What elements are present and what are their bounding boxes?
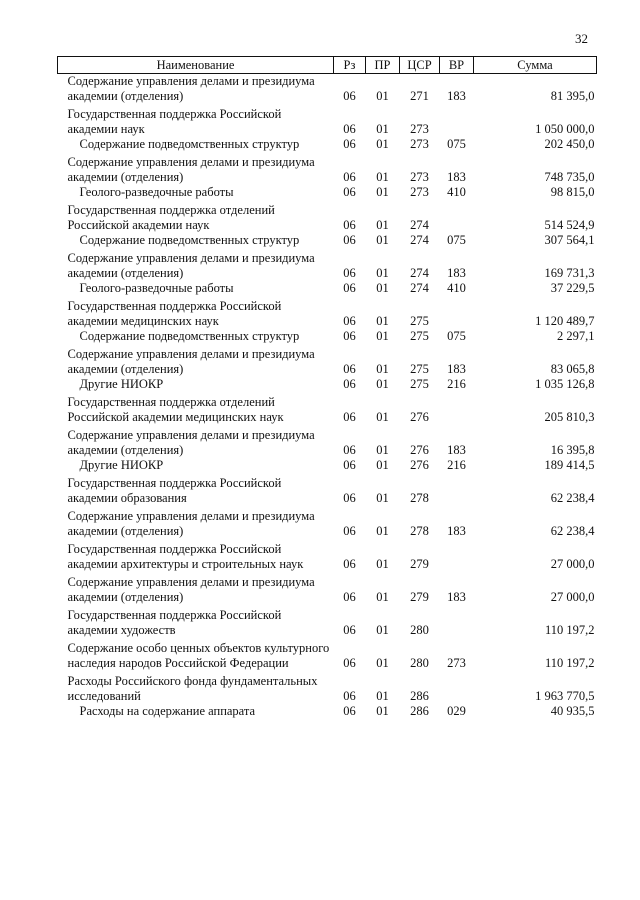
row-csr: 273 <box>410 170 429 184</box>
row-vr: 075 <box>447 137 466 151</box>
table-row <box>58 458 597 473</box>
header-vr: ВР <box>440 57 474 74</box>
row-vr <box>440 296 474 329</box>
row-csr: 275 <box>410 314 429 328</box>
row-csr: 274 <box>410 281 429 295</box>
table-row <box>58 233 597 248</box>
row-pr: 01 <box>376 623 389 637</box>
row-csr: 273 <box>410 185 429 199</box>
row-csr: 279 <box>410 590 429 604</box>
row-name: Содержание подведомственных структур <box>79 329 300 343</box>
row-sum: 81 395,0 <box>550 89 595 103</box>
header-csr: ЦСР <box>400 57 440 74</box>
table-row <box>58 671 597 704</box>
row-name: Геолого-разведочные работы <box>79 281 234 295</box>
row-rz: 06 <box>343 377 356 391</box>
row-sum: 189 414,5 <box>544 458 595 472</box>
row-name: Геолого-разведочные работы <box>79 185 234 199</box>
table-header <box>58 57 597 74</box>
row-pr: 01 <box>376 443 389 457</box>
row-csr: 280 <box>410 623 429 637</box>
row-rz: 06 <box>343 185 356 199</box>
row-vr: 183 <box>447 524 466 538</box>
row-rz: 06 <box>343 89 356 103</box>
budget-table <box>57 56 597 719</box>
row-rz: 06 <box>343 689 356 703</box>
table-row <box>58 473 597 506</box>
row-pr: 01 <box>376 137 389 151</box>
row-pr: 01 <box>376 704 389 718</box>
table-row <box>58 185 597 200</box>
table-row <box>58 572 597 605</box>
row-vr: 216 <box>447 377 466 391</box>
row-pr: 01 <box>376 410 389 424</box>
table-row <box>58 377 597 392</box>
table-row <box>58 104 597 137</box>
row-csr: 276 <box>410 458 429 472</box>
row-name: Содержание особо ценных объектов культурного наследия народов Российской Федерации <box>67 641 330 670</box>
row-rz: 06 <box>343 656 356 670</box>
row-pr: 01 <box>376 590 389 604</box>
table-row <box>58 539 597 572</box>
row-csr: 271 <box>410 89 429 103</box>
table-row <box>58 425 597 458</box>
row-rz: 06 <box>343 122 356 136</box>
row-vr: 183 <box>447 266 466 280</box>
row-name: Содержание управления делами и президиума академии (отделения) <box>67 155 315 184</box>
table-row <box>58 329 597 344</box>
row-rz: 06 <box>343 623 356 637</box>
row-vr: 410 <box>447 185 466 199</box>
table-row <box>58 638 597 671</box>
row-vr: 075 <box>447 233 466 247</box>
row-vr: 029 <box>447 704 466 718</box>
row-pr: 01 <box>376 491 389 505</box>
table-row <box>58 392 597 425</box>
header-rz: Рз <box>334 57 366 74</box>
row-sum: 37 229,5 <box>550 281 595 295</box>
table-row <box>58 137 597 152</box>
row-csr: 276 <box>410 410 429 424</box>
row-csr: 280 <box>410 656 429 670</box>
row-name: Другие НИОКР <box>79 458 164 472</box>
header-pr: ПР <box>366 57 400 74</box>
row-vr <box>440 473 474 506</box>
row-rz: 06 <box>343 314 356 328</box>
row-rz: 06 <box>343 329 356 343</box>
row-csr: 278 <box>410 491 429 505</box>
row-vr <box>440 392 474 425</box>
row-name: Государственная поддержка Российской академии наук <box>67 107 282 136</box>
row-pr: 01 <box>376 689 389 703</box>
table-row <box>58 152 597 185</box>
row-pr: 01 <box>376 656 389 670</box>
row-sum: 307 564,1 <box>544 233 595 247</box>
row-pr: 01 <box>376 218 389 232</box>
row-name: Содержание управления делами и президиума академии (отделения) <box>67 575 315 604</box>
table-row <box>58 296 597 329</box>
row-vr <box>440 539 474 572</box>
row-sum: 62 238,4 <box>550 491 595 505</box>
row-pr: 01 <box>376 185 389 199</box>
row-name: Государственная поддержка Российской академии образования <box>67 476 282 505</box>
row-name: Государственная поддержка Российской академии медицинских наук <box>67 299 282 328</box>
row-csr: 275 <box>410 362 429 376</box>
row-rz: 06 <box>343 443 356 457</box>
row-rz: 06 <box>343 233 356 247</box>
row-rz: 06 <box>343 170 356 184</box>
row-csr: 274 <box>410 218 429 232</box>
row-rz: 06 <box>343 410 356 424</box>
row-name: Государственная поддержка Российской академии архитектуры и строительных наук <box>67 542 304 571</box>
header-name: Наименование <box>58 57 334 74</box>
table-row <box>58 704 597 719</box>
table-row <box>58 248 597 281</box>
row-name: Содержание подведомственных структур <box>79 137 300 151</box>
row-name: Государственная поддержка отделений Российской академии наук <box>67 203 275 232</box>
table-row <box>58 605 597 638</box>
row-csr: 279 <box>410 557 429 571</box>
row-csr: 274 <box>410 233 429 247</box>
row-sum: 514 524,9 <box>544 218 595 232</box>
row-name: Государственная поддержка Российской академии художеств <box>67 608 282 637</box>
row-rz: 06 <box>343 281 356 295</box>
row-name: Содержание подведомственных структур <box>79 233 300 247</box>
row-pr: 01 <box>376 377 389 391</box>
row-vr: 410 <box>447 281 466 295</box>
row-sum: 98 815,0 <box>550 185 595 199</box>
table-body <box>58 74 597 720</box>
row-name: Государственная поддержка отделений Российской академии медицинских наук <box>67 395 284 424</box>
row-vr <box>440 671 474 704</box>
row-pr: 01 <box>376 458 389 472</box>
row-vr: 183 <box>447 590 466 604</box>
row-pr: 01 <box>376 557 389 571</box>
row-rz: 06 <box>343 137 356 151</box>
row-csr: 275 <box>410 377 429 391</box>
row-sum: 16 395,8 <box>550 443 595 457</box>
row-vr <box>440 605 474 638</box>
row-rz: 06 <box>343 491 356 505</box>
row-pr: 01 <box>376 314 389 328</box>
row-pr: 01 <box>376 89 389 103</box>
page-number: 32 <box>575 31 588 46</box>
row-csr: 286 <box>410 689 429 703</box>
row-csr: 275 <box>410 329 429 343</box>
row-rz: 06 <box>343 557 356 571</box>
row-sum: 27 000,0 <box>550 557 595 571</box>
row-csr: 278 <box>410 524 429 538</box>
row-name: Содержание управления делами и президиума академии (отделения) <box>67 251 315 280</box>
row-sum: 110 197,2 <box>544 656 595 670</box>
row-rz: 06 <box>343 218 356 232</box>
row-pr: 01 <box>376 122 389 136</box>
row-sum: 202 450,0 <box>544 137 595 151</box>
row-vr: 273 <box>447 656 466 670</box>
row-rz: 06 <box>343 590 356 604</box>
row-sum: 1 963 770,5 <box>535 689 595 703</box>
row-csr: 286 <box>410 704 429 718</box>
row-sum: 205 810,3 <box>544 410 595 424</box>
table-row <box>58 506 597 539</box>
row-name: Содержание управления делами и президиума академии (отделения) <box>67 347 315 376</box>
row-rz: 06 <box>343 458 356 472</box>
row-pr: 01 <box>376 524 389 538</box>
row-sum: 169 731,3 <box>544 266 595 280</box>
row-vr: 183 <box>447 362 466 376</box>
table-row <box>58 281 597 296</box>
row-sum: 2 297,1 <box>557 329 595 343</box>
row-sum: 27 000,0 <box>550 590 595 604</box>
row-sum: 83 065,8 <box>550 362 595 376</box>
row-vr <box>440 200 474 233</box>
row-pr: 01 <box>376 170 389 184</box>
row-vr: 183 <box>447 443 466 457</box>
row-name: Расходы Российского фонда фундаментальных исследований <box>67 674 318 703</box>
row-pr: 01 <box>376 233 389 247</box>
row-sum: 748 735,0 <box>544 170 595 184</box>
row-sum: 110 197,2 <box>544 623 595 637</box>
row-pr: 01 <box>376 362 389 376</box>
row-rz: 06 <box>343 266 356 280</box>
row-csr: 273 <box>410 122 429 136</box>
row-sum: 1 050 000,0 <box>535 122 595 136</box>
table-row <box>58 74 597 105</box>
table-row <box>58 200 597 233</box>
row-sum: 62 238,4 <box>550 524 595 538</box>
row-name: Содержание управления делами и президиума академии (отделения) <box>67 509 315 538</box>
row-rz: 06 <box>343 362 356 376</box>
row-name: Содержание управления делами и президиума академии (отделения) <box>67 74 315 103</box>
row-vr: 075 <box>447 329 466 343</box>
row-pr: 01 <box>376 329 389 343</box>
row-csr: 274 <box>410 266 429 280</box>
row-vr <box>440 104 474 137</box>
row-name: Содержание управления делами и президиума академии (отделения) <box>67 428 315 457</box>
row-csr: 273 <box>410 137 429 151</box>
row-pr: 01 <box>376 281 389 295</box>
row-csr: 276 <box>410 443 429 457</box>
header-sum: Сумма <box>474 57 597 74</box>
row-rz: 06 <box>343 704 356 718</box>
row-sum: 40 935,5 <box>550 704 595 718</box>
row-name: Расходы на содержание аппарата <box>79 704 256 718</box>
row-rz: 06 <box>343 524 356 538</box>
row-name: Другие НИОКР <box>79 377 164 391</box>
row-sum: 1 035 126,8 <box>535 377 595 391</box>
row-vr: 183 <box>447 170 466 184</box>
table-row <box>58 344 597 377</box>
row-pr: 01 <box>376 266 389 280</box>
row-vr: 183 <box>447 89 466 103</box>
row-sum: 1 120 489,7 <box>535 314 595 328</box>
row-vr: 216 <box>447 458 466 472</box>
